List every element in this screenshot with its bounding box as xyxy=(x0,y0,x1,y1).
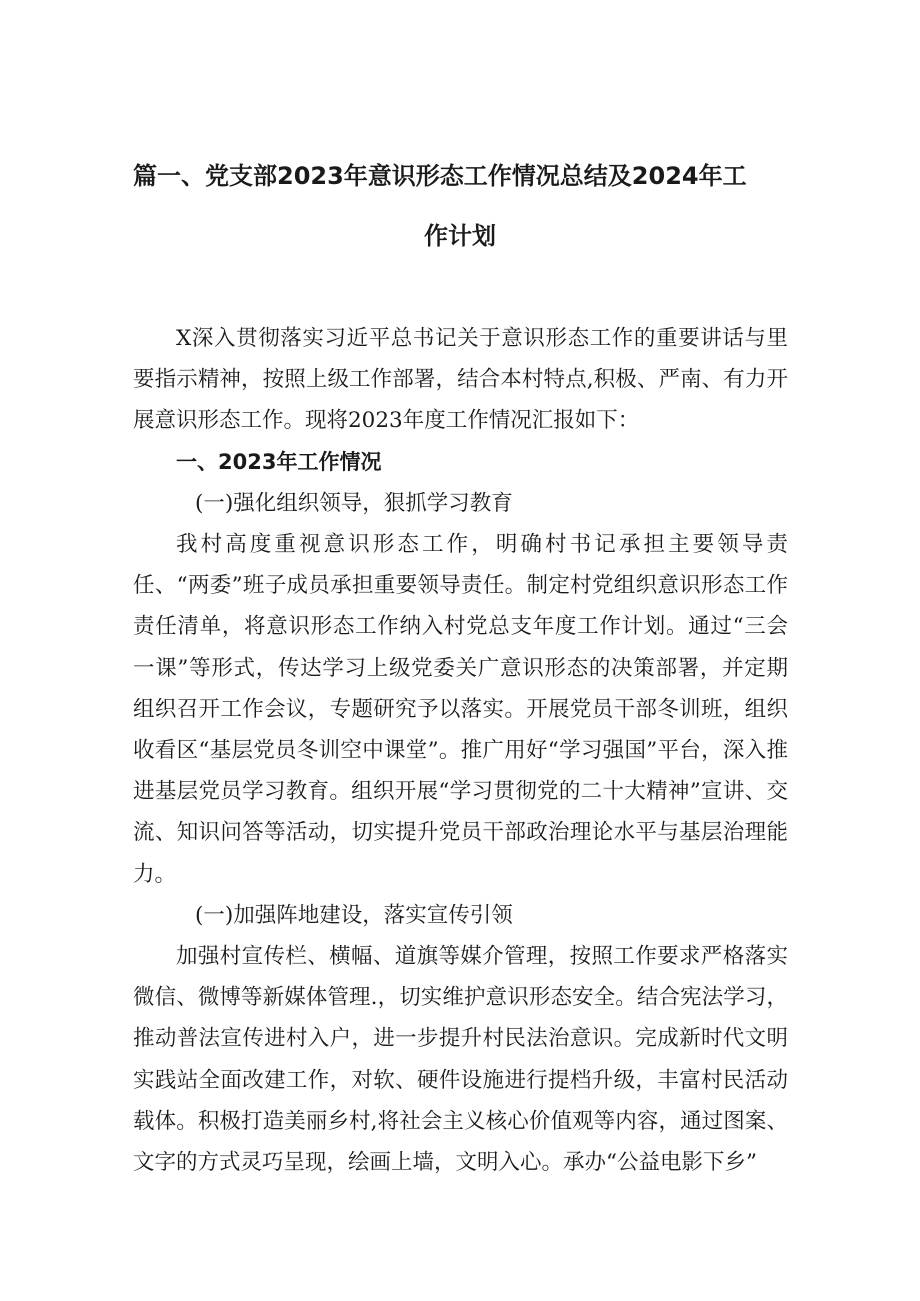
subsection1-paragraph: 我村高度重视意识形态工作，明确村书记承担主要领导责任、“两委”班子成员承担重要领导责任。制定村党组织意识形态工作责任清单，将意识形态工作纳入村党总支年度工作计划。通过“三会一课”等形式，传达学习上级党委关广意识形态的决策部署，并定期组织召开工作会议，专题研究予以落实。开展党员干部冬训班，组织收看区“基层党员冬训空中课堂”。推广用好“学习强国”平台，深入推进基层党员学习教育。组织开展“学习贯彻党的二十大精神”宣讲、交流、知识问答等活动，切实提升党员干部政治理论水平与基层治理能力。 xyxy=(133,532,788,887)
intro-paragraph: X深入贯彻落实习近平总书记关于意识形态工作的重要讲话与里要指示精神，按照上级工作部署，结合本村特点,积极、严南、有力开展意识形态工作。现将2023年度工作情况汇报如下： xyxy=(133,326,788,434)
subsection1-heading: (一)强化组织领导，狠抓学习教育 xyxy=(195,490,513,516)
document-title-line1: 篇一、党支部2023年意识形态工作情况总结及2024年工 xyxy=(133,162,747,190)
section1-heading: 一、2023年工作情况 xyxy=(176,449,382,474)
document-title-line2: 作计划 xyxy=(424,222,496,250)
subsection2-heading: (一)加强阵地建设，落实宣传引领 xyxy=(195,902,513,928)
subsection2-paragraph: 加强村宣传栏、横幅、道旗等媒介管理，按照工作要求严格落实微信、微博等新媒体管理.，切实维护意识形态安全。结合宪法学习，推动普法宣传进村入户，进一步提升村民法治意识。完成新时代文明实践站全面改建工作，对软、硬件设施进行提档升级，丰富村民活动载体。积极打造美丽乡村,将社会主义核心价值观等内容，通过图案、文字的方式灵巧呈现，绘画上墙，文明入心。承办“公益电影下乡” xyxy=(133,944,788,1176)
document-body xyxy=(133,318,788,1183)
